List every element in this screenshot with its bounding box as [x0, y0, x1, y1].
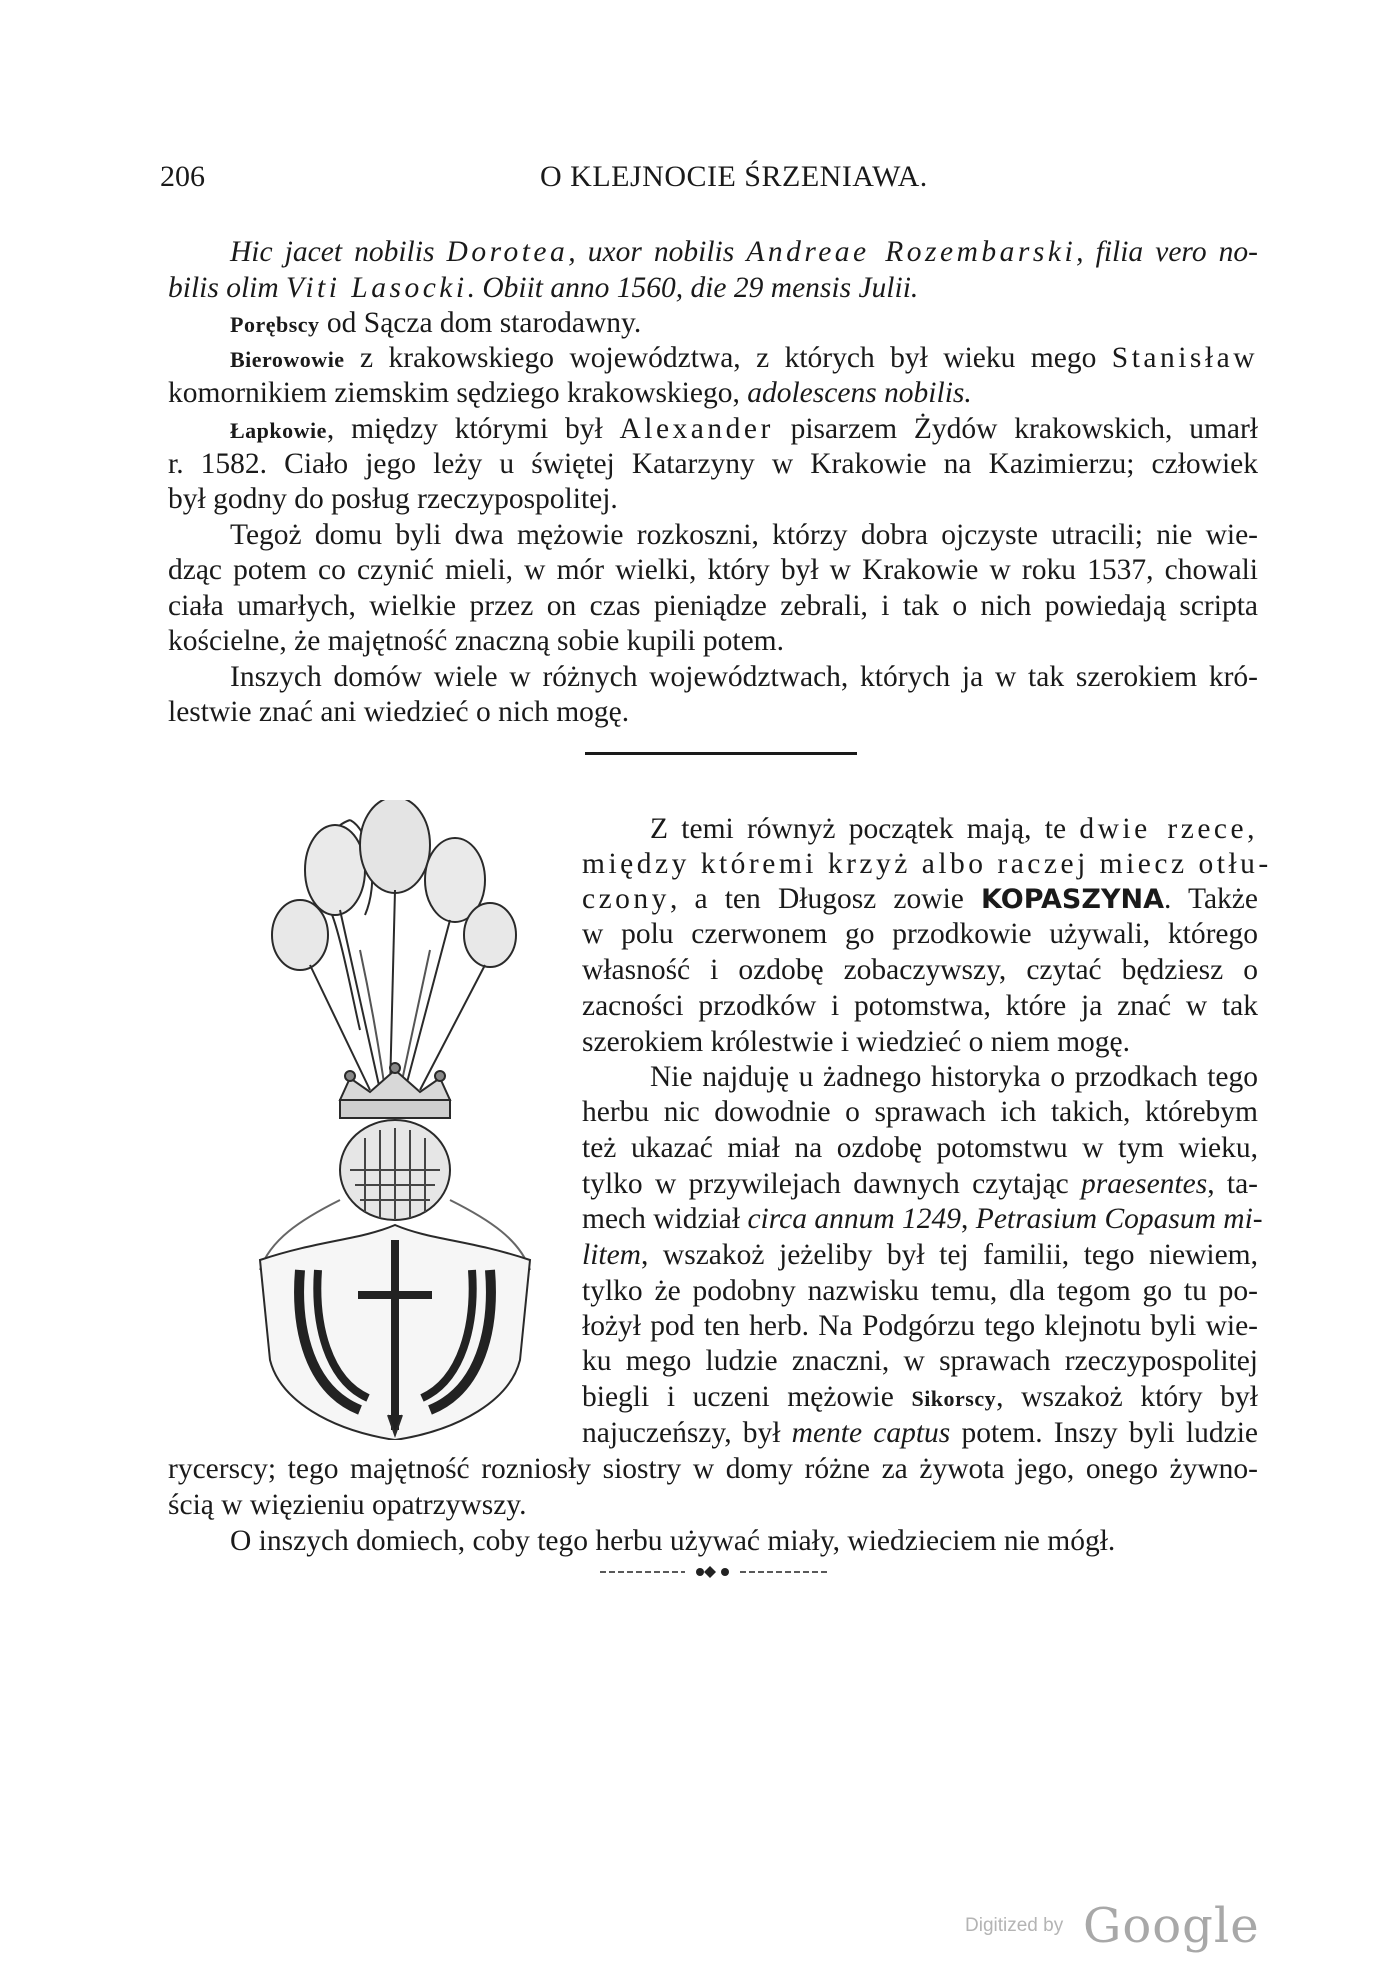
text-line: Łapkowie, między którymi był Alexander pisarzem Żydów krakowskich, umarł: [230, 413, 1258, 445]
text-line: szerokiem królestwie i wiedzieć o niem mogę.: [582, 1026, 1131, 1058]
text-line: bilis olim Viti Lasocki. Obiit anno 1560, die 29 mensis Julii.: [168, 272, 919, 304]
text-line: tylko w przywilejach dawnych czytając praesentes, ta-: [582, 1168, 1258, 1200]
helmet-icon: [340, 1120, 450, 1220]
kopaszyna-name: KOPASZYNA: [981, 884, 1164, 915]
text-line: O inszych domiech, coby tego herbu używać miały, wiedzieciem nie mógł.: [230, 1525, 1116, 1557]
text-line: czony, a ten Długosz zowie KOPASZYNA. Także: [582, 883, 1258, 915]
family-name: Porębscy: [230, 312, 320, 337]
text-line: najuczeńszy, był mente captus potem. Inszy byli ludzie: [582, 1417, 1258, 1449]
google-logo: Google: [1083, 1898, 1260, 1954]
digitized-watermark: [965, 1898, 1260, 1954]
text-line: też ukazać miał na ozdobę potomstwu w tym wieku,: [582, 1132, 1258, 1164]
family-name: Łapkowie: [230, 418, 327, 443]
coat-of-arms-illustration: [240, 800, 550, 1440]
family-name: Sikorscy: [911, 1386, 997, 1411]
text-line: mech widział circa annum 1249, Petrasium Copasum mi-: [582, 1203, 1263, 1235]
text-line: ciała umarłych, wielkie przez on czas pieniądze zebrali, i tak o nich powiedają scripta: [168, 590, 1258, 622]
text-line: Hic jacet nobilis Dorotea, uxor nobilis Andreae Rozembarski, filia vero no-: [230, 236, 1258, 268]
text-line: Inszych domów wiele w różnych województwach, których ja w tak szerokiem kró-: [230, 661, 1258, 693]
text-line: herbu nic dowodnie o sprawach ich takich, którebym: [582, 1096, 1258, 1128]
text-line: zacności przodków i potomstwa, które ja znać w tak: [582, 990, 1258, 1022]
text-line: r. 1582. Ciało jego leży u świętej Katarzyny w Krakowie na Kazimierzu; człowiek: [168, 448, 1258, 480]
text-line: Z temi równyż początek mają, te dwie rzece,: [650, 813, 1258, 845]
section-divider: [585, 752, 857, 755]
text-line: własność i ozdobę zobaczywszy, czytać będziesz o: [582, 954, 1258, 986]
text-line: rycerscy; tego majętność rozniosły siostry w domy różne za żywota jego, onego żywno-: [168, 1453, 1258, 1485]
text-line: w polu czerwonem go przodkowie używali, którego: [582, 918, 1258, 950]
text-line: ku mego ludzie znaczni, w sprawach rzeczypospolitej: [582, 1345, 1258, 1377]
family-name: Bierowowie: [230, 347, 345, 372]
text-line: komornikiem ziemskim sędziego krakowskiego, adolescens nobilis.: [168, 377, 972, 409]
text-line: Bierowowie z krakowskiego województwa, z których był wieku mego Stanisław: [230, 342, 1258, 374]
text-line: między któremi krzyż albo raczej miecz otłu-: [582, 848, 1272, 880]
running-title: O KLEJNOCIE ŚRZENIAWA.: [540, 160, 928, 193]
text-line: łożył pod ten herb. Na Podgórzu tego klejnotu byli wie-: [582, 1310, 1258, 1342]
crown-icon: [340, 1063, 450, 1118]
shield-icon: [260, 1225, 530, 1440]
watermark-prefix: Digitized by: [965, 1915, 1064, 1936]
text-line: biegli i uczeni mężowie Sikorscy, wszakoż który był: [582, 1381, 1259, 1413]
text-line: był godny do posług rzeczypospolitej.: [168, 483, 618, 515]
text-line: litem, wszakoż jeżeliby był tej familii, tego niewiem,: [582, 1239, 1258, 1271]
text-line: tylko że podobny nazwisku temu, dla tegom go tu po-: [582, 1275, 1258, 1307]
text-line: ścią w więzieniu opatrzywszy.: [168, 1489, 527, 1521]
text-line: Porębscy od Sącza dom starodawny.: [230, 307, 642, 339]
end-ornament-icon: [600, 1566, 830, 1578]
text-line: kościelne, że majętność znaczną sobie kupili potem.: [168, 625, 784, 657]
text-line: Nie najduję u żadnego historyka o przodkach tego: [650, 1061, 1258, 1093]
text-line: dząc potem co czynić mieli, w mór wielki, który był w Krakowie w roku 1537, chowali: [168, 554, 1258, 586]
text-line: Tegoż domu byli dwa mężowie rozkoszni, którzy dobra ojczyste utracili; nie wie-: [230, 519, 1258, 551]
ostrich-feathers-icon: [272, 800, 516, 1090]
page-header: [160, 160, 1260, 206]
text-line: lestwie znać ani wiedzieć o nich mogę.: [168, 696, 630, 728]
page-number: 206: [160, 160, 205, 193]
